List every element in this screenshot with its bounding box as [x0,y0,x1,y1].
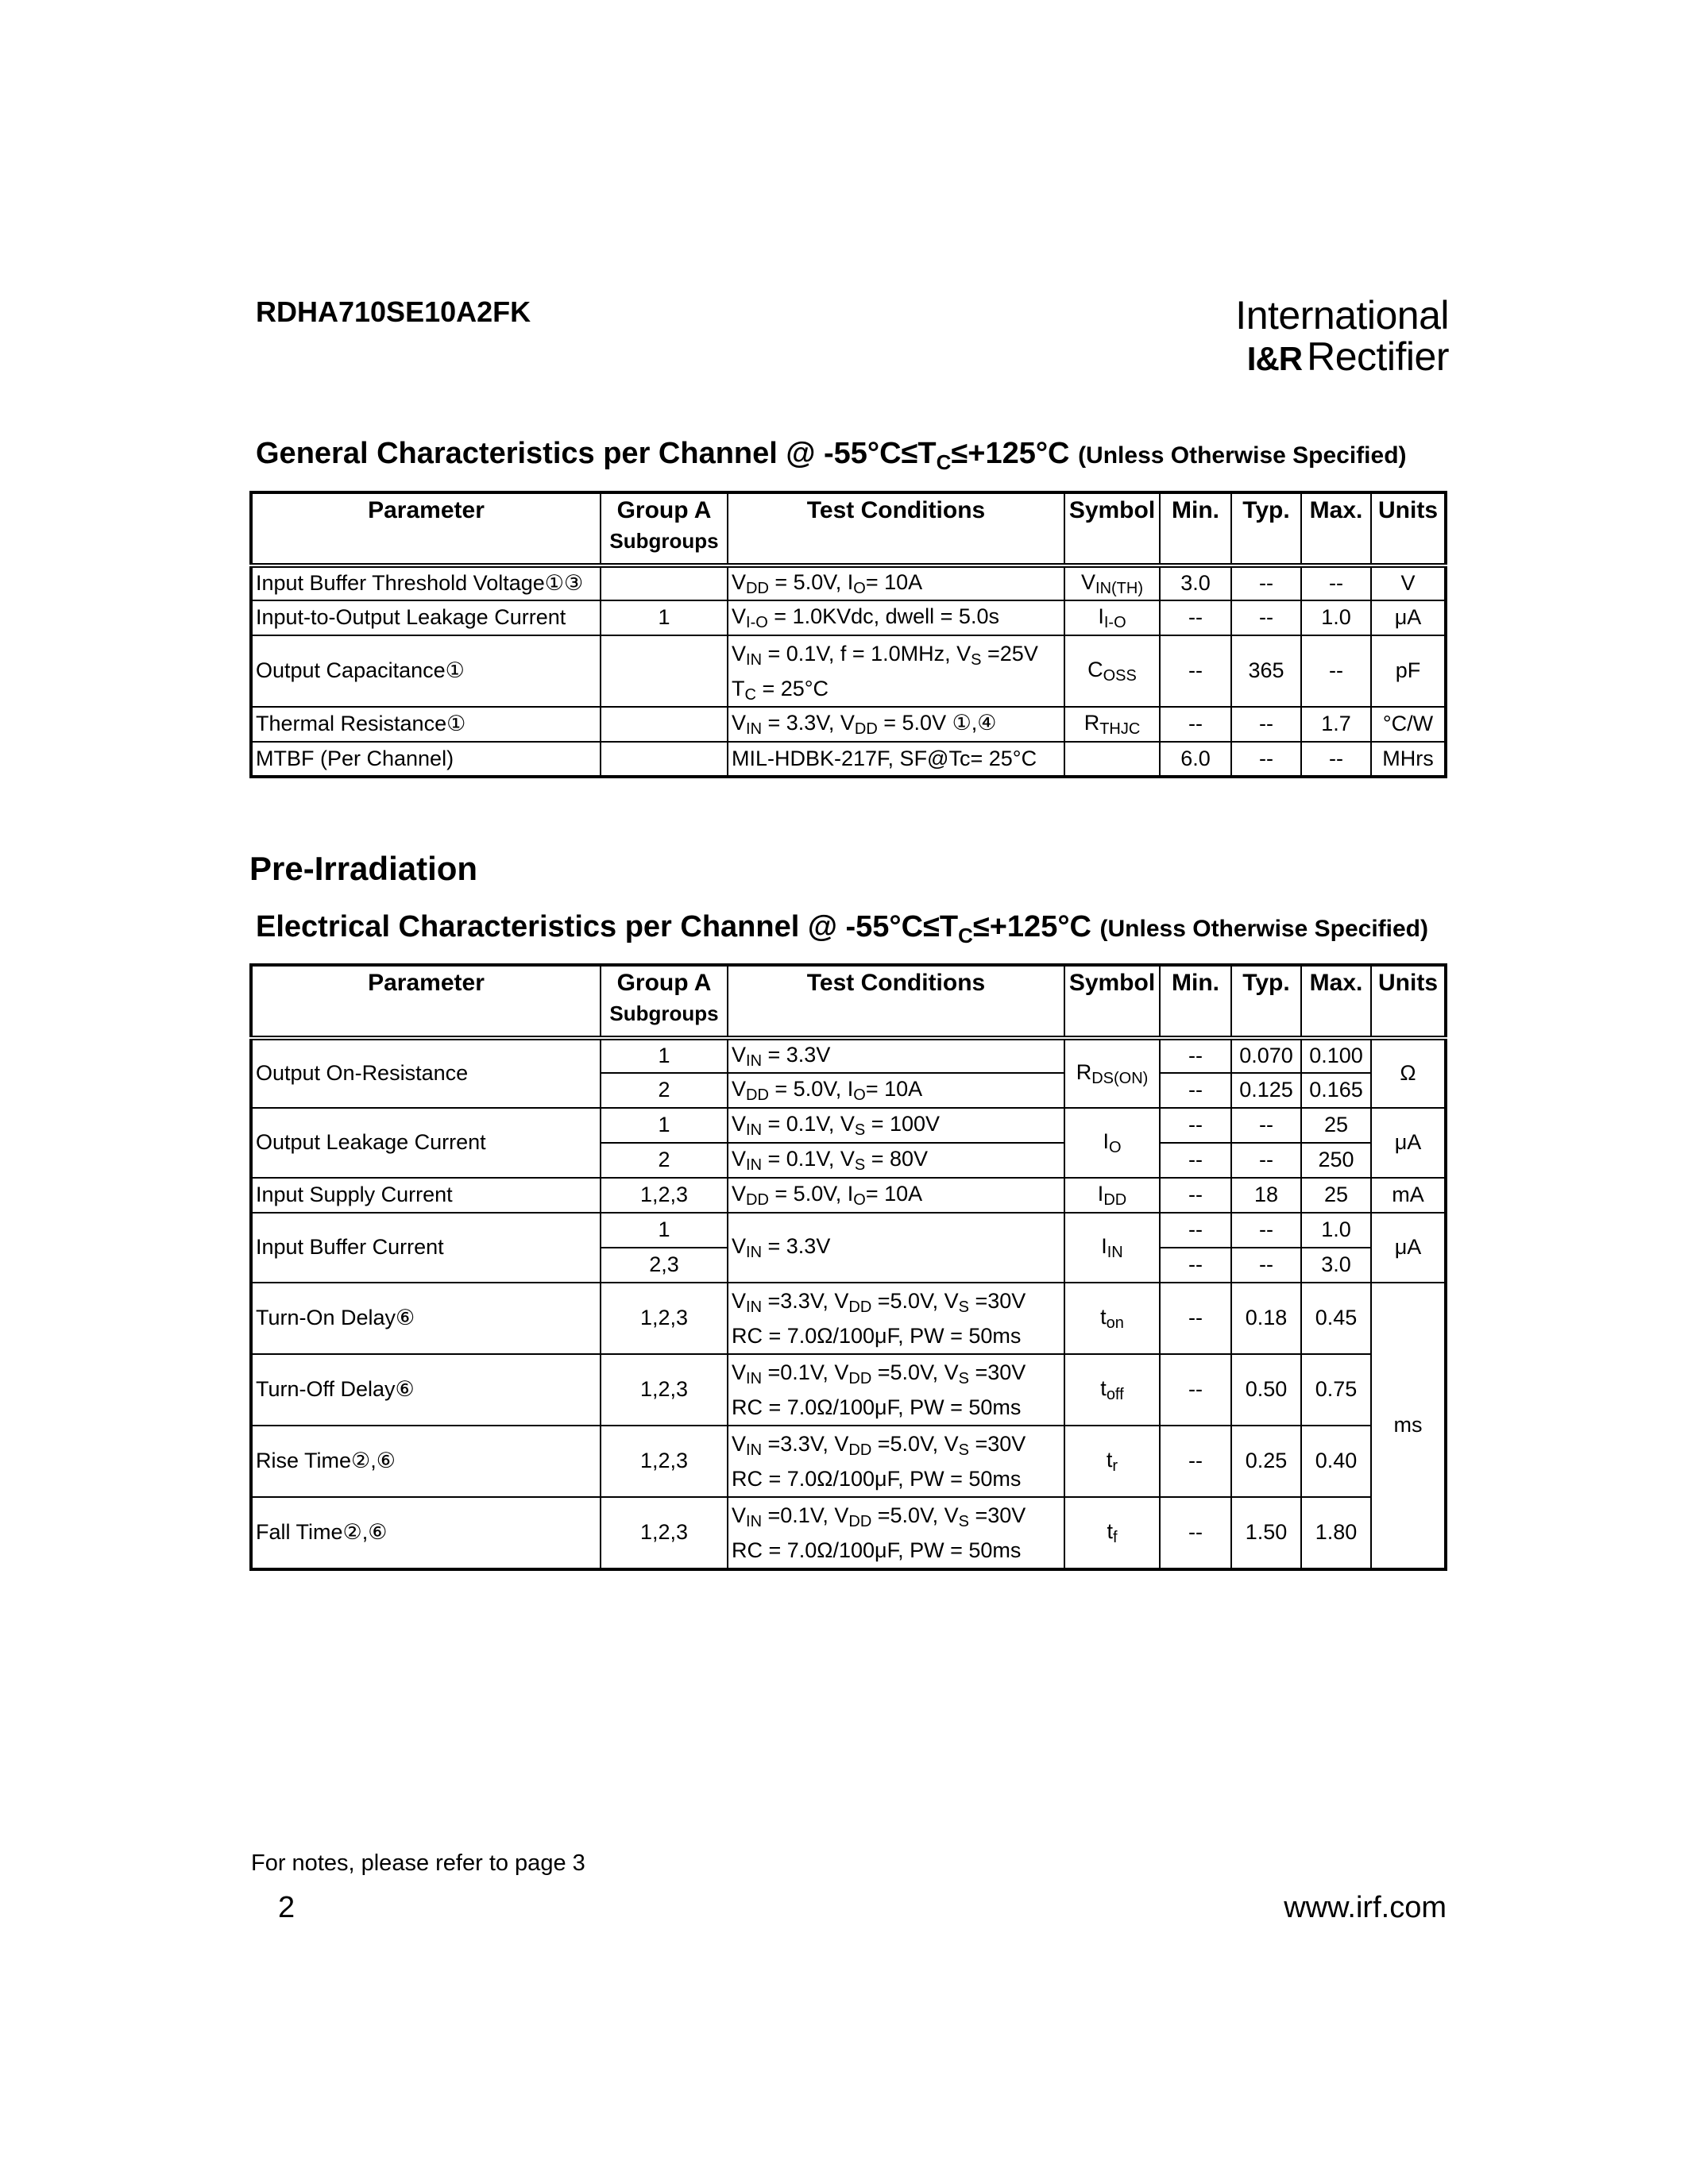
condition-cell: $V_{IN} = 0.1V$, $V_S = 100V$ [728,1108,1064,1143]
condition-cell: $V_{IN} =0.1V$, $V_{DD} =5.0V$, $V_S =30V$ RC = 7.0Ω/100μF, PW = 50ms [728,1354,1064,1426]
group-cell: 1,2,3 [601,1354,728,1426]
units-cell: μA [1371,600,1446,635]
min-cell: -- [1160,1178,1231,1213]
symbol-cell: $I_{DD}$ [1064,1178,1160,1213]
max-cell: 1.80 [1301,1497,1371,1569]
group-cell: 1,2,3 [601,1283,728,1354]
col-header-group-a: Group A Subgroups [601,965,728,1038]
group-cell [601,635,728,707]
parameter-cell: Output Leakage Current [251,1108,601,1178]
general-characteristics-table [249,491,1447,778]
units-cell: mA [1371,1178,1446,1213]
parameter-cell: Input Supply Current [251,1178,601,1213]
typ-cell: 18 [1231,1178,1301,1213]
min-cell: -- [1160,1426,1231,1497]
condition-cell: MIL-HDBK-217F, SF@Tc= 25°C [728,742,1064,777]
condition-cell: $V_{IN} =0.1V$, $V_{DD} =5.0V$, $V_S =30V$ RC = 7.0Ω/100μF, PW = 50ms [728,1497,1064,1569]
min-cell: -- [1160,600,1231,635]
parameter-cell: Turn-On Delay⑥ [251,1283,601,1354]
condition-cell: $V_{DD} = 5.0V$, $I_O= 10A$ [728,1178,1064,1213]
col-header-typ: Typ. [1231,965,1301,1038]
max-cell: 250 [1301,1143,1371,1178]
min-cell: -- [1160,635,1231,707]
website-link[interactable]: www.irf.com [1284,1891,1447,1924]
max-cell: 3.0 [1301,1248,1371,1283]
table-row [251,1426,1446,1497]
min-cell: -- [1160,1213,1231,1248]
units-cell: V [1371,565,1446,600]
group-cell: 2 [601,1073,728,1108]
col-header-min: Min. [1160,492,1231,565]
typ-cell: -- [1231,742,1301,777]
parameter-cell: Rise Time②,⑥ [251,1426,601,1497]
col-header-test-conditions: Test Conditions [728,492,1064,565]
company-logo [1235,292,1449,380]
max-cell: -- [1301,635,1371,707]
parameter-cell: Turn-Off Delay⑥ [251,1354,601,1426]
max-cell: 0.40 [1301,1426,1371,1497]
table-header-row [251,965,1446,1038]
col-header-group-a: Group A Subgroups [601,492,728,565]
condition-cell: $V_{IN} =3.3V$, $V_{DD} =5.0V$, $V_S =30V$ RC = 7.0Ω/100μF, PW = 50ms [728,1426,1064,1497]
table-row [251,635,1446,707]
min-cell: -- [1160,1497,1231,1569]
min-cell: -- [1160,1108,1231,1143]
symbol-cell: $C_{OSS}$ [1064,635,1160,707]
symbol-cell: $t_{off}$ [1064,1354,1160,1426]
units-cell: pF [1371,635,1446,707]
col-header-test-conditions: Test Conditions [728,965,1064,1038]
typ-cell: 0.125 [1231,1073,1301,1108]
units-cell: ms [1371,1283,1446,1569]
max-cell: 0.45 [1301,1283,1371,1354]
min-cell: -- [1160,1073,1231,1108]
table-row [251,1038,1446,1073]
logo-line-1: International [1235,293,1449,338]
table-row [251,1497,1446,1569]
typ-cell: 365 [1231,635,1301,707]
group-cell: 2,3 [601,1248,728,1283]
min-cell: -- [1160,1143,1231,1178]
pre-irradiation-heading: Pre-Irradiation [249,850,478,887]
min-cell: -- [1160,1038,1231,1073]
typ-cell: 0.25 [1231,1426,1301,1497]
parameter-cell: Input Buffer Current [251,1213,601,1283]
max-cell: 25 [1301,1108,1371,1143]
max-cell: 25 [1301,1178,1371,1213]
min-cell: -- [1160,1248,1231,1283]
symbol-cell: $R_{DS(ON)}$ [1064,1038,1160,1108]
typ-cell: -- [1231,1248,1301,1283]
col-header-units: Units [1371,965,1446,1038]
condition-cell: $V_{IN} = 3.3V$ [728,1213,1064,1283]
logo-line-2-text: Rectifier [1307,334,1449,379]
units-cell: μA [1371,1108,1446,1178]
symbol-cell: $t_{on}$ [1064,1283,1160,1354]
parameter-cell: Input-to-Output Leakage Current [251,600,601,635]
table-row [251,565,1446,600]
min-cell: -- [1160,707,1231,742]
col-header-units: Units [1371,492,1446,565]
condition-cell: $V_{DD} = 5.0V$, $I_O= 10A$ [728,1073,1064,1108]
table-row [251,1283,1446,1354]
symbol-cell: $R_{THJC}$ [1064,707,1160,742]
group-cell: 1 [601,1213,728,1248]
symbol-cell: $V_{IN(TH)}$ [1064,565,1160,600]
min-cell: 6.0 [1160,742,1231,777]
typ-cell: -- [1231,707,1301,742]
typ-cell: -- [1231,565,1301,600]
table-row [251,742,1446,777]
condition-cell: $V_{IN} = 0.1V$, f = 1.0MHz, $V_S =25V$ $T_C = 25^\circ C$ [728,635,1064,707]
group-cell: 1 [601,600,728,635]
condition-cell: $V_{IN} = 3.3V$, $V_{DD} = 5.0V$ ①,④ [728,707,1064,742]
max-cell: 0.75 [1301,1354,1371,1426]
logo-mark: I&R [1246,340,1303,377]
symbol-cell: $t_f$ [1064,1497,1160,1569]
table-row [251,1178,1446,1213]
parameter-cell: Thermal Resistance① [251,707,601,742]
table-row [251,707,1446,742]
symbol-cell: $I_{I-O}$ [1064,600,1160,635]
symbol-cell [1064,742,1160,777]
general-characteristics-title: General Characteristics per Channel @ $-55^\circ C\le T_C\le+125^\circ C$ (Unless Otherwise Specified) [256,437,1407,474]
condition-cell: $V_{I-O}$ = 1.0KVdc, dwell = 5.0s [728,600,1064,635]
col-header-max: Max. [1301,965,1371,1038]
col-header-parameter: Parameter [251,965,601,1038]
condition-cell: $V_{IN} =3.3V$, $V_{DD} =5.0V$, $V_S =30V$ RC = 7.0Ω/100μF, PW = 50ms [728,1283,1064,1354]
typ-cell: 0.070 [1231,1038,1301,1073]
group-cell [601,565,728,600]
max-cell: 0.165 [1301,1073,1371,1108]
group-cell: 2 [601,1143,728,1178]
electrical-characteristics-table [249,963,1447,1571]
min-cell: -- [1160,1354,1231,1426]
table-row [251,1213,1446,1248]
part-number: RDHA710SE10A2FK [256,295,531,328]
units-cell: Ω [1371,1038,1446,1108]
group-cell: 1 [601,1038,728,1073]
col-header-max: Max. [1301,492,1371,565]
col-header-parameter: Parameter [251,492,601,565]
max-cell: 1.0 [1301,1213,1371,1248]
group-cell [601,742,728,777]
parameter-cell: Fall Time②,⑥ [251,1497,601,1569]
footnote: For notes, please refer to page 3 [251,1850,585,1876]
typ-cell: -- [1231,1143,1301,1178]
units-cell: °C/W [1371,707,1446,742]
max-cell: 1.0 [1301,600,1371,635]
max-cell: 0.100 [1301,1038,1371,1073]
table-row [251,1108,1446,1143]
table-row [251,1354,1446,1426]
max-cell: 1.7 [1301,707,1371,742]
table-header-row [251,492,1446,565]
typ-cell: -- [1231,1108,1301,1143]
symbol-cell: $I_{IN}$ [1064,1213,1160,1283]
group-cell: 1,2,3 [601,1426,728,1497]
typ-cell: 1.50 [1231,1497,1301,1569]
group-cell [601,707,728,742]
parameter-cell: Output Capacitance① [251,635,601,707]
typ-cell: -- [1231,600,1301,635]
symbol-cell: $t_r$ [1064,1426,1160,1497]
group-cell: 1,2,3 [601,1497,728,1569]
max-cell: -- [1301,565,1371,600]
parameter-cell: Output On-Resistance [251,1038,601,1108]
min-cell: 3.0 [1160,565,1231,600]
max-cell: -- [1301,742,1371,777]
col-header-min: Min. [1160,965,1231,1038]
table-row [251,600,1446,635]
col-header-symbol: Symbol [1064,965,1160,1038]
logo-line-2 [1247,334,1449,380]
group-cell: 1 [601,1108,728,1143]
units-cell: MHrs [1371,742,1446,777]
typ-cell: 0.50 [1231,1354,1301,1426]
parameter-cell: MTBF (Per Channel) [251,742,601,777]
units-cell: μA [1371,1213,1446,1283]
condition-cell: $V_{IN} = 0.1V$, $V_S = 80V$ [728,1143,1064,1178]
col-header-typ: Typ. [1231,492,1301,565]
condition-cell: $V_{IN} = 3.3V$ [728,1038,1064,1073]
typ-cell: 0.18 [1231,1283,1301,1354]
col-header-symbol: Symbol [1064,492,1160,565]
group-cell: 1,2,3 [601,1178,728,1213]
typ-cell: -- [1231,1213,1301,1248]
parameter-cell: Input Buffer Threshold Voltage①③ [251,565,601,600]
min-cell: -- [1160,1283,1231,1354]
page-number: 2 [278,1891,295,1924]
condition-cell: $V_{DD} = 5.0V$, $I_O= 10A$ [728,565,1064,600]
electrical-characteristics-title: Electrical Characteristics per Channel @ $-55^\circ C\le T_C\le+125^\circ C$ (Unless Otherwise Specified) [256,910,1428,947]
symbol-cell: $I_O$ [1064,1108,1160,1178]
